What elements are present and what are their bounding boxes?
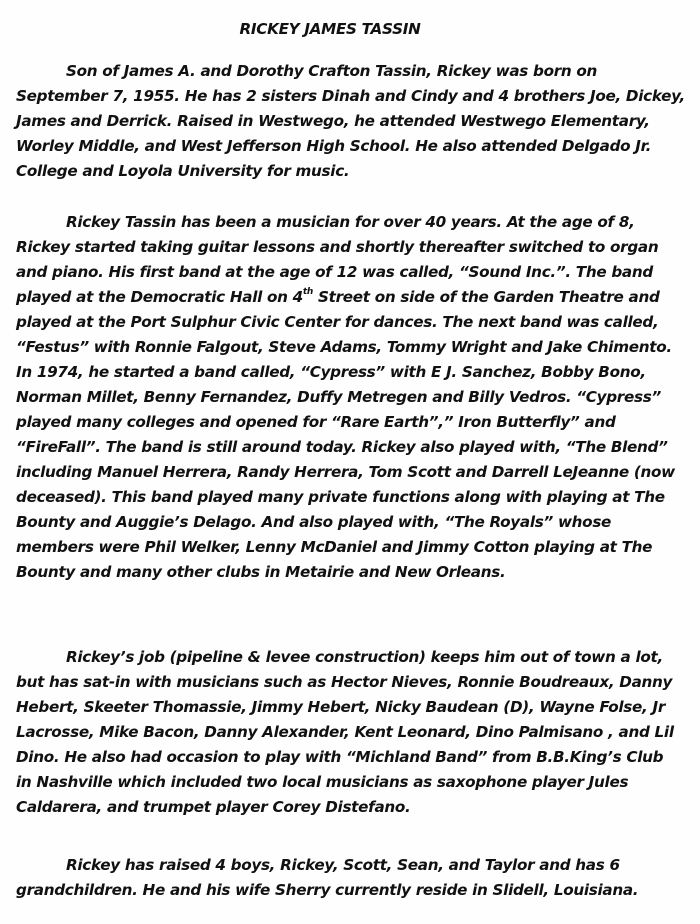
text-line: Norman Millet, Benny Fernandez, Duffy Metregen and Billy Vedros. “Cypress” [16, 388, 661, 406]
text-line: played at the Port Sulphur Civic Center for dances. The next band was called, [16, 313, 659, 331]
paragraph-job-and-jams [16, 645, 694, 820]
text-line: and piano. His first band at the age of 12 was called, “Sound Inc.”. The band [16, 263, 653, 281]
text-line: Son of James A. and Dorothy Crafton Tassin, Rickey was born on [66, 62, 598, 80]
text-line: Bounty and many other clubs in Metairie and New Orleans. [16, 563, 506, 581]
text-line: Rickey has raised 4 boys, Rickey, Scott, Sean, and Taylor and has 6 [66, 856, 620, 874]
text-line-with-superscript [16, 285, 694, 310]
text-line: September 7, 1955. He has 2 sisters Dinah and Cindy and 4 brothers Joe, Dickey, [16, 87, 685, 105]
text-line: played many colleges and opened for “Rare Earth”,” Iron Butterfly” and [16, 413, 616, 431]
text-line: In 1974, he started a band called, “Cypress” with E J. Sanchez, Bobby Bono, [16, 363, 646, 381]
text-line: Hebert, Skeeter Thomassie, Jimmy Hebert, Nicky Baudean (D), Wayne Folse, Jr [16, 698, 666, 716]
text-line: Caldarera, and trumpet player Corey Distefano. [16, 798, 411, 816]
text-line: but has sat-in with musicians such as Hector Nieves, Ronnie Boudreaux, Danny [16, 673, 673, 691]
text-line: College and Loyola University for music. [16, 162, 350, 180]
text-line: Dino. He also had occasion to play with “Michland Band” from B.B.King’s Club [16, 748, 664, 766]
text-line: Bounty and Auggie’s Delago. And also played with, “The Royals” whose [16, 513, 612, 531]
text-line: James and Derrick. Raised in Westwego, he attended Westwego Elementary, [16, 112, 650, 130]
paragraph-birth [16, 59, 694, 184]
text-line: Worley Middle, and West Jefferson High School. He also attended Delgado Jr. [16, 137, 652, 155]
text-line: grandchildren. He and his wife Sherry currently reside in Slidell, Louisiana. [16, 881, 639, 899]
document-title: RICKEY JAMES TASSIN [239, 20, 421, 38]
text-segment: Street on side of the Garden Theatre and [313, 288, 660, 306]
text-line: in Nashville which included two local musicians as saxophone player Jules [16, 773, 629, 791]
text-line: Rickey started taking guitar lessons and shortly thereafter switched to organ [16, 238, 659, 256]
text-segment: played at the Democratic Hall on 4 [16, 288, 303, 306]
paragraph-family [16, 853, 694, 903]
text-line: including Manuel Herrera, Randy Herrera, Tom Scott and Darrell LeJeanne (now [16, 463, 675, 481]
text-line: deceased). This band played many private functions along with playing at The [16, 488, 665, 506]
paragraph-musician [16, 210, 694, 585]
text-line: Rickey Tassin has been a musician for over 40 years. At the age of 8, [66, 213, 635, 231]
text-line: Rickey’s job (pipeline & levee construction) keeps him out of town a lot, [66, 648, 663, 666]
text-line: Lacrosse, Mike Bacon, Danny Alexander, Kent Leonard, Dino Palmisano , and Lil [16, 723, 674, 741]
text-line: “FireFall”. The band is still around today. Rickey also played with, “The Blend” [16, 438, 668, 456]
text-line: members were Phil Welker, Lenny McDaniel and Jimmy Cotton playing at The [16, 538, 653, 556]
ordinal-superscript: th [302, 286, 314, 297]
text-line: “Festus” with Ronnie Falgout, Steve Adams, Tommy Wright and Jake Chimento. [16, 338, 672, 356]
